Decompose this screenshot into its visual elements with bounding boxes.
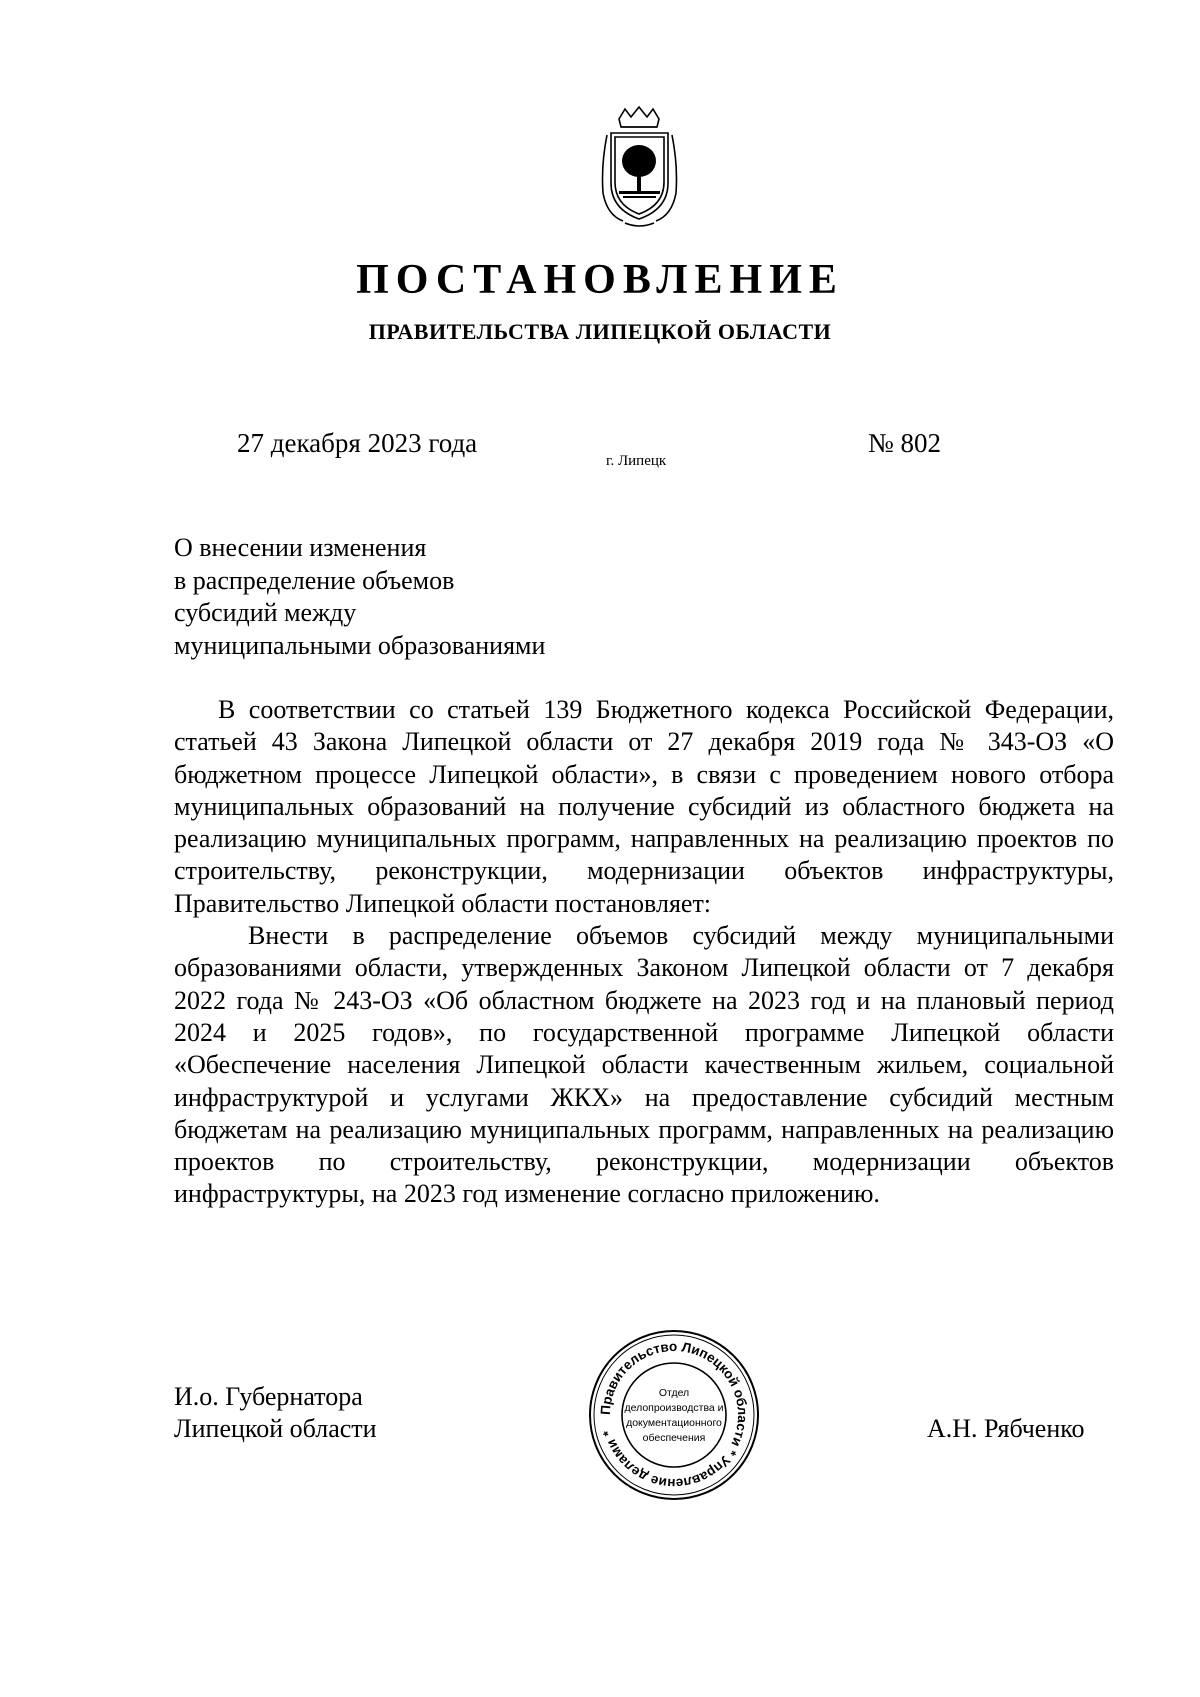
document-subject (174, 532, 545, 662)
document-title: ПОСТАНОВЛЕНИЕ (356, 257, 844, 303)
official-seal (586, 1327, 762, 1503)
signer-position-line: Липецкой области (174, 1414, 377, 1443)
subject-line: в распределение объемов (174, 565, 455, 595)
body-paragraph: В соответствии со статьей 139 Бюджетного кодекса Российской Федерации, статьей 43 Закона Липецкой области от 27 декабря 2019 года № 343-ОЗ «О бюджетном процессе Липецкой области», в связи с проведением нового отбора муниципальных образований на получение субсидий из областного бюджета на реализацию муниципальных программ, направленных на реализацию проектов по строительству, реконструкции, модернизации объектов инфраструктуры, Правительство Липецкой области постановляет: (174, 695, 1114, 918)
document-date: 27 декабря 2023 года (237, 428, 478, 458)
seal-center-line: Отдел (658, 1387, 690, 1399)
document-number: № 802 (868, 428, 942, 458)
document-body (174, 694, 1114, 1211)
body-paragraph: Внести в распределение объемов субсидий между муниципальными образованиями области, утвержденных Законом Липецкой области от 7 декабря 2022 года № 243-ОЗ «Об областном бюджете на 2023 год и на плановый период 2024 и 2025 годов», по государственной программе Липецкой области «Обеспечение населения Липецкой области качественным жильем, социальной инфраструктурой и услугами ЖКХ» на предоставление субсидий местным бюджетам на реализацию муниципальных программ, направленных на реализацию проектов по строительству, реконструкции, модернизации объектов инфраструктуры, на 2023 год изменение согласно приложению. (174, 921, 1114, 1209)
seal-outer-text: Правительство Липецкой области * Управление делами * (597, 1338, 751, 1492)
signer-position-line: И.о. Губернатора (174, 1382, 363, 1411)
svg-text:Правительство Липецкой области (598, 1339, 750, 1491)
seal-center-line: делопроизводства и (624, 1402, 724, 1414)
seal-center-line: обеспечения (642, 1432, 706, 1444)
document-city: г. Липецк (606, 453, 667, 469)
subject-line: муниципальными образованиями (174, 630, 546, 660)
coat-of-arms-icon (597, 105, 682, 233)
signer-position (174, 1381, 377, 1445)
seal-center-line: документационного (626, 1417, 722, 1429)
subject-line: О внесении изменения (174, 533, 427, 562)
document-subtitle: ПРАВИТЕЛЬСТВА ЛИПЕЦКОЙ ОБЛАСТИ (368, 319, 832, 344)
subject-line: субсидий между (174, 598, 357, 627)
signer-name: А.Н. Рябченко (927, 1414, 1085, 1443)
